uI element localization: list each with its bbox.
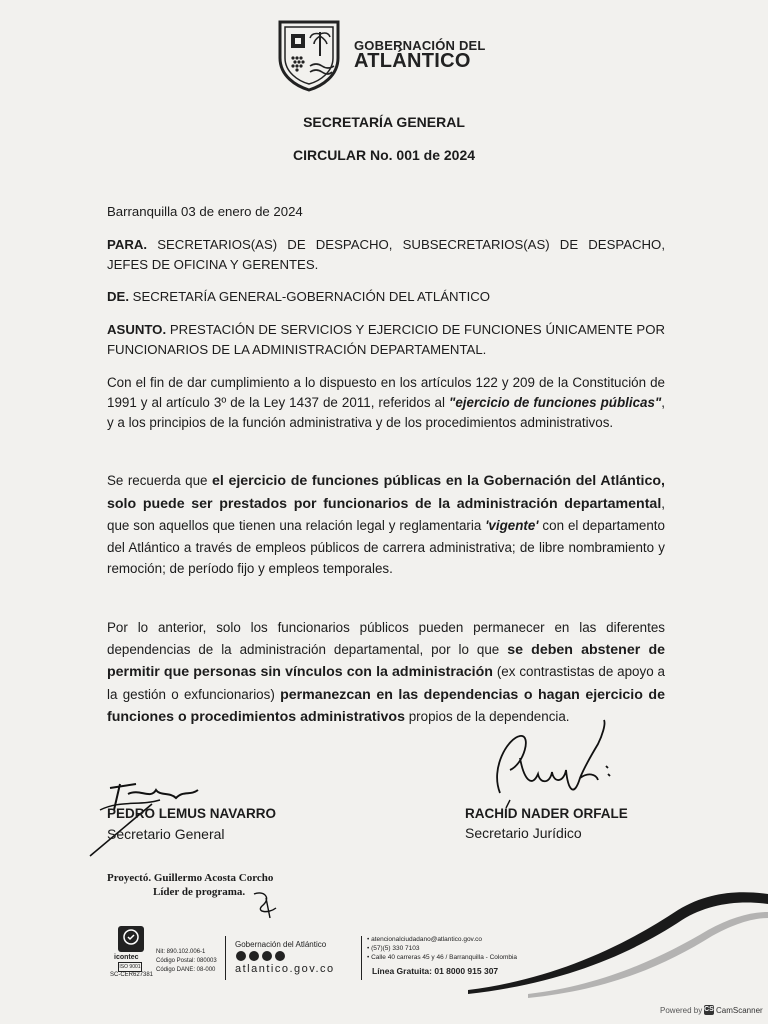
footer-divider-1 bbox=[225, 936, 226, 980]
body2-text-e: con el departamento del Atlántico a través de empleos públicos de carrera administrativa; de libre nombramiento y remoción; de período fijo y empleos temporales. bbox=[107, 518, 665, 576]
body3-text-e: propios de la dependencia. bbox=[405, 709, 570, 724]
signer-2-role: Secretario Jurídico bbox=[465, 825, 582, 841]
camscanner-icon: CS bbox=[704, 1006, 714, 1013]
signer-2-name: RACHID NADER ORFALE bbox=[465, 806, 628, 821]
cert-code: SC-CER627381 bbox=[110, 972, 154, 978]
fiscal-info bbox=[156, 948, 217, 975]
icontec-label: icontec bbox=[114, 954, 139, 961]
toll-free-line: Línea Gratuita: 01 8000 915 307 bbox=[372, 966, 499, 976]
contact-email[interactable]: • atencionalciudadano@atlantico.gov.co bbox=[367, 936, 482, 943]
facebook-icon[interactable] bbox=[236, 951, 246, 961]
body2-text-c: , que son aquellos que tienen una relación legal y reglamentaria bbox=[107, 495, 665, 533]
camscanner-label: CamScanner bbox=[716, 1006, 763, 1015]
powered-by-label: Powered by bbox=[660, 1006, 703, 1015]
signature-right bbox=[480, 718, 640, 813]
dane-code: Código DANE: 08-000 bbox=[156, 967, 216, 973]
instagram-icon[interactable] bbox=[262, 951, 272, 961]
coat-of-arms-logo bbox=[276, 18, 342, 92]
body3-text-a: Por lo anterior, solo los funcionarios públicos pueden permanecer en las diferentes dependencias de la administración departamental, por lo que bbox=[107, 620, 665, 657]
subject-block bbox=[107, 320, 665, 360]
brand-name-line1: GOBERNACIÓN DEL bbox=[354, 38, 486, 53]
footer-divider-2 bbox=[361, 936, 362, 980]
social-icons bbox=[236, 951, 285, 961]
postal-code: Código Postal: 080003 bbox=[156, 958, 217, 964]
recipients-block bbox=[107, 235, 665, 275]
contact-info bbox=[367, 935, 517, 962]
date-line: Barranquilla 03 de enero de 2024 bbox=[107, 204, 303, 219]
body3-text-c: (ex contrastistas de apoyo a la gestión o exfuncionarios) bbox=[107, 664, 665, 702]
body-paragraph-3 bbox=[107, 617, 665, 729]
body-paragraph-1 bbox=[107, 373, 665, 433]
body1-text-c: , y a los principios de la función administrativa y de los procedimientos administrativos. bbox=[107, 395, 665, 430]
youtube-icon[interactable] bbox=[275, 951, 285, 961]
website-link[interactable]: atlantico.gov.co bbox=[235, 963, 335, 975]
sender-text: SECRETARÍA GENERAL-GOBERNACIÓN DEL ATLÁNTICO bbox=[132, 289, 491, 304]
recipients-label: PARA. bbox=[107, 237, 148, 252]
body1-text-a: Con el fin de dar cumplimiento a lo dispuesto en los artículos 122 y 209 de la Constitución de 1991 y al artículo 3º de la Ley 1437 de 2011, referidos al bbox=[107, 375, 665, 410]
brand-name-line2: ATLÁNTICO bbox=[354, 50, 471, 72]
contact-phone: • (57)(5) 330 7103 bbox=[367, 945, 420, 952]
body3-emphasis-2: permanezcan en las dependencias o hagan ejercicio de funciones o procedimientos administrativos bbox=[107, 686, 665, 725]
gov-name: Gobernación del Atlántico bbox=[235, 940, 327, 949]
prepared-by-line: Proyectó. Guillermo Acosta Corcho bbox=[107, 872, 274, 884]
circular-title: CIRCULAR No. 001 de 2024 bbox=[292, 147, 476, 163]
signer-1-role: Secretario General bbox=[107, 826, 225, 842]
prepared-by-role: Líder de programa. bbox=[153, 886, 246, 898]
body3-emphasis-1: se deben abstener de permitir que personas sin vínculos con la administración bbox=[107, 641, 665, 680]
signer-1-name: PEDRO LEMUS NAVARRO bbox=[107, 806, 277, 821]
body2-text-a: Se recuerda que bbox=[107, 473, 212, 488]
body-paragraph-2 bbox=[107, 470, 665, 580]
subject-label: ASUNTO. bbox=[107, 322, 167, 337]
body1-emphasis: "ejercicio de funciones públicas" bbox=[448, 395, 662, 410]
initials-signature bbox=[248, 884, 284, 920]
office-title: SECRETARÍA GENERAL bbox=[303, 114, 465, 130]
body2-emphasis: el ejercicio de funciones públicas en la Gobernación del Atlántico, solo puede ser prestados por funcionarios de la administración departamental bbox=[107, 473, 666, 512]
recipients-text: SECRETARIOS(AS) DE DESPACHO, SUBSECRETARIOS(AS) DE DESPACHO, JEFES DE OFICINA Y GERENTES. bbox=[107, 237, 665, 272]
twitter-icon[interactable] bbox=[249, 951, 259, 961]
body2-vigente: 'vigente' bbox=[485, 518, 539, 533]
sender-label: DE. bbox=[107, 289, 129, 304]
icontec-seal-icon bbox=[118, 926, 144, 952]
sender-block bbox=[107, 287, 665, 307]
iso-badge: ISO 9001 bbox=[119, 964, 141, 970]
subject-text: PRESTACIÓN DE SERVICIOS Y EJERCICIO DE FUNCIONES ÚNICAMENTE POR FUNCIONARIOS DE LA ADMINISTRACIÓN DEPARTAMENTAL. bbox=[107, 322, 665, 357]
nit: Nit: 890.102.006-1 bbox=[156, 949, 206, 955]
contact-address: • Calle 40 carreras 45 y 46 / Barranquilla - Colombia bbox=[367, 954, 518, 961]
